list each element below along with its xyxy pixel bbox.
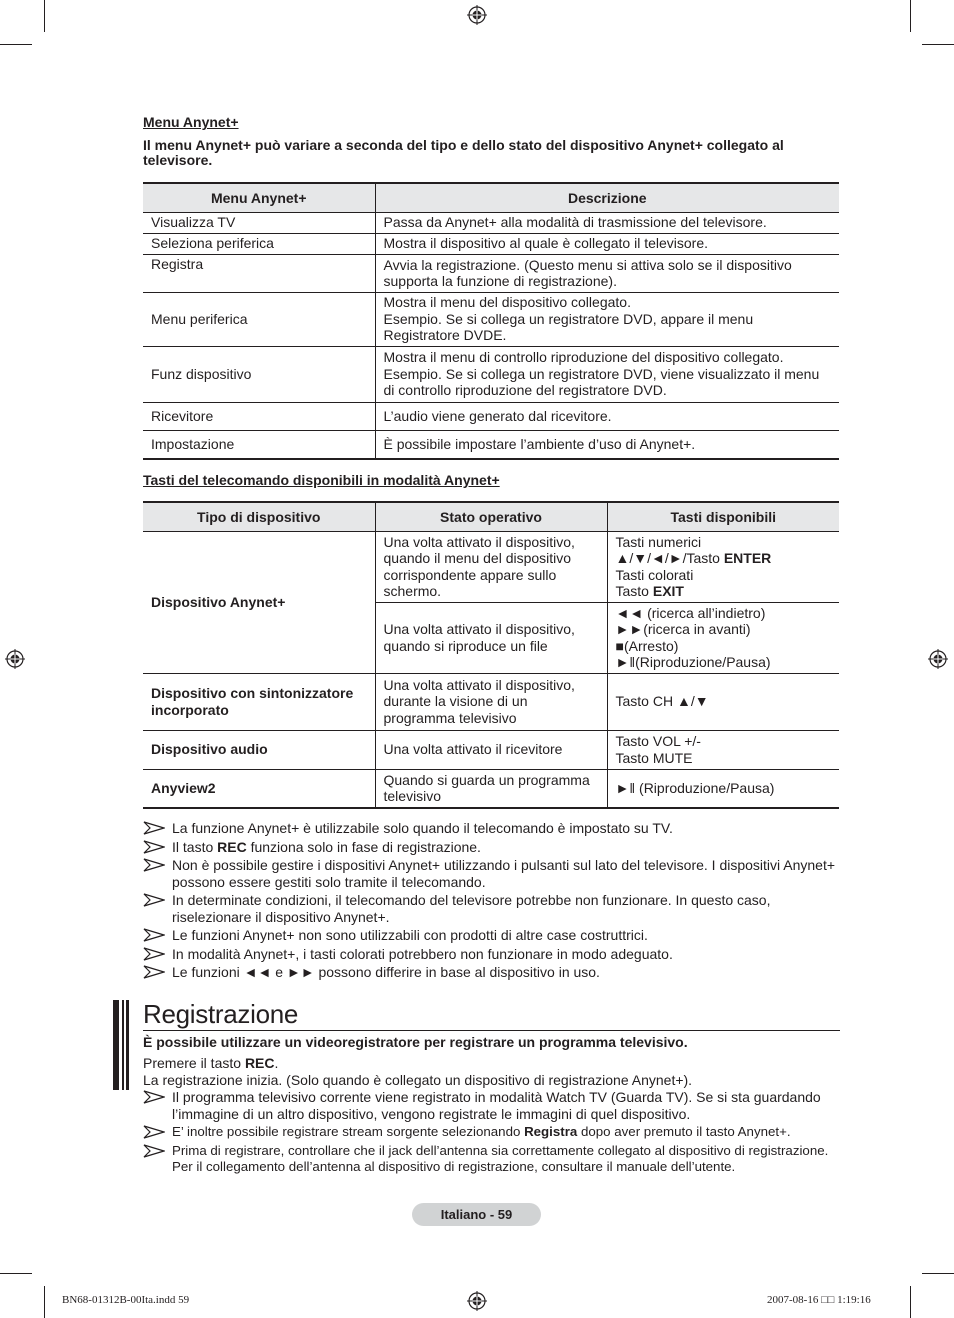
note-text: Le funzioni Anynet+ non sono utilizzabili con prodotti di altre case costruttrici. (172, 927, 648, 943)
table-cell: Dispositivo con sintonizzatore incorporato (143, 673, 375, 730)
table-cell: Una volta attivato il dispositivo, quando si riproduce un file (375, 602, 607, 673)
file-slug: BN68-01312B-00Ita.indd 59 (62, 1294, 190, 1306)
table-cell (607, 602, 839, 673)
crop-mark (910, 1286, 911, 1318)
instruction-text: Premere il tasto (143, 1055, 245, 1071)
list-item (143, 946, 839, 963)
section-intro: Il menu Anynet+ può variare a seconda del tipo e dello stato del dispositivo Anynet+ collegato al televisore. (143, 137, 784, 168)
note-text: In determinate condizioni, il telecomando del televisore potrebbe non funzionare. In questo caso, riselezionare il dispositivo Anynet+. (172, 892, 771, 925)
note-text: E’ inoltre possibile registrare stream sorgente selezionando (172, 1124, 525, 1139)
table-cell: Registra (143, 254, 375, 292)
list-item (143, 857, 839, 890)
note-text: Il programma televisivo corrente viene registrato in modalità Watch TV (Guarda TV). Se si sta guardando l’immagine di un altro dispositivo, vengono registrate le immagini di quel dispositivo. (172, 1089, 821, 1122)
table-cell: Tasto CH ▲/▼ (607, 673, 839, 730)
key-line: ◄◄ (ricerca all’indietro) (615, 604, 766, 621)
table-cell: Una volta attivato il dispositivo, durante la visione di un programma televisivo (375, 673, 607, 730)
table-cell: Passa da Anynet+ alla modalità di trasmissione del televisore. (375, 212, 839, 233)
notes-list (143, 820, 839, 983)
anynet-menu-table (143, 182, 839, 460)
table-cell: Mostra il menu di controllo riproduzione del dispositivo collegato. Esempio. Se si collega un registratore DVD, viene visualizzato il menu di controllo riproduzione del registratore DVD. (375, 346, 839, 402)
list-item (143, 1089, 839, 1122)
table-cell: Una volta attivato il dispositivo, quando il menu del dispositivo corrispondente appare sullo schermo. (375, 531, 607, 602)
table-header: Stato operativo (375, 502, 607, 531)
section-heading: Menu Anynet+ (143, 114, 239, 130)
list-item (143, 1143, 839, 1175)
list-item (143, 1124, 839, 1140)
list-item (143, 839, 839, 856)
key-text: EXIT (652, 583, 684, 599)
table-cell: Mostra il menu del dispositivo collegato. Esempio. Se si collega un registratore DVD, appare il menu Registratore DVDE. (375, 292, 839, 346)
crop-mark (44, 0, 45, 32)
table-cell: ►‖ (Riproduzione/Pausa) (607, 769, 839, 808)
table-cell: Dispositivo audio (143, 730, 375, 769)
table-cell: Seleziona periferica (143, 233, 375, 254)
crop-mark (0, 1273, 32, 1274)
note-arrow-icon (143, 1125, 165, 1139)
note-arrow-icon (143, 858, 165, 872)
table-cell: Una volta attivato il ricevitore (375, 730, 607, 769)
remote-keys-table (143, 501, 839, 809)
registration-mark-icon (467, 5, 487, 25)
crop-mark (44, 1286, 45, 1318)
note-arrow-icon (143, 965, 165, 979)
registration-mark-icon (467, 1291, 487, 1311)
section-marker (113, 1000, 129, 1090)
list-item (143, 964, 839, 981)
table-cell: Avvia la registrazione. (Questo menu si attiva solo se il dispositivo supporta la funzione di registrazione). (375, 254, 839, 292)
table-header: Tipo di dispositivo (143, 502, 375, 531)
note-text: dopo aver premuto il tasto Anynet+. (577, 1124, 791, 1139)
key-text: ▲/▼/◄/►/Tasto (615, 550, 724, 566)
table-cell (607, 730, 839, 769)
table-cell (607, 531, 839, 602)
table-cell: L’audio viene generato dal ricevitore. (375, 402, 839, 430)
table-cell: Funz dispositivo (143, 346, 375, 402)
note-arrow-icon (143, 1090, 165, 1104)
note-arrow-icon (143, 1144, 165, 1158)
key-text: ENTER (723, 550, 772, 566)
key-line: Tasto MUTE (615, 749, 693, 766)
note-arrow-icon (143, 821, 165, 835)
list-item (143, 820, 839, 837)
notes-list (143, 1089, 839, 1175)
note-arrow-icon (143, 893, 165, 907)
table-cell: Ricevitore (143, 402, 375, 430)
table-cell: Menu periferica (143, 292, 375, 346)
table-cell: Mostra il dispositivo al quale è collegato il televisore. (375, 233, 839, 254)
key-line: Tasti colorati (615, 566, 694, 583)
instruction-text: . (274, 1055, 279, 1071)
list-item (143, 927, 839, 944)
table-cell: È possibile impostare l’ambiente d’uso di Anynet+. (375, 430, 839, 459)
key-text: Tasto (615, 583, 653, 599)
crop-mark (0, 44, 32, 45)
key-line: ►‖(Riproduzione/Pausa) (615, 654, 771, 670)
page-number-badge: Italiano - 59 (412, 1203, 541, 1226)
registration-mark-icon (5, 649, 25, 669)
note-text: Registra (524, 1124, 578, 1139)
registration-mark-icon (928, 649, 948, 669)
instruction-text: REC (244, 1055, 275, 1071)
table-cell: Anyview2 (143, 769, 375, 808)
list-item (143, 892, 839, 925)
date-slug: 2007-08-16 □□ 1:19:16 (767, 1294, 871, 1306)
table-cell: Quando si guarda un programma televisivo (375, 769, 607, 808)
note-text: Prima di registrare, controllare che il jack dell’antenna sia correttamente collegato al dispositivo di registrazione. Per il collegamento dell’antenna al dispositivo di registrazione, consultare il manuale dell’utente. (172, 1143, 829, 1174)
note-text: funziona solo in fase di registrazione. (246, 838, 481, 855)
section-heading: Tasti del telecomando disponibili in modalità Anynet+ (143, 472, 500, 488)
key-line: ►►(ricerca in avanti) (615, 621, 751, 637)
note-text: In modalità Anynet+, i tasti colorati potrebbero non funzionare in modo adeguato. (172, 945, 673, 962)
table-cell: Visualizza TV (143, 212, 375, 233)
table-header: Menu Anynet+ (143, 183, 375, 212)
table-cell: Dispositivo Anynet+ (143, 531, 375, 673)
note-text: La funzione Anynet+ è utilizzabile solo quando il telecomando è impostato su TV. (172, 820, 673, 836)
note-arrow-icon (143, 840, 165, 854)
crop-mark (922, 44, 954, 45)
instruction-result: La registrazione inizia. (Solo quando è collegato un dispositivo di registrazione Anynet+). (143, 1071, 693, 1088)
section-intro: È possibile utilizzare un videoregistratore per registrare un programma televisivo. (143, 1034, 688, 1050)
key-line: ■(Arresto) (615, 637, 679, 654)
instruction (143, 1055, 839, 1072)
note-arrow-icon (143, 947, 165, 961)
table-cell: Impostazione (143, 430, 375, 459)
key-line: Tasti numerici (615, 533, 702, 550)
note-text: Il tasto (172, 838, 218, 855)
page-title: Registrazione (143, 999, 299, 1029)
note-arrow-icon (143, 928, 165, 942)
note-text: REC (217, 838, 247, 855)
table-header: Descrizione (375, 183, 839, 212)
crop-mark (910, 0, 911, 32)
section-remote-keys (143, 472, 839, 488)
table-header: Tasti disponibili (607, 502, 839, 531)
section-registrazione (143, 999, 839, 1177)
key-line (616, 550, 832, 567)
key-line (616, 583, 832, 600)
crop-mark (922, 1273, 954, 1274)
section-menu-anynet (143, 114, 839, 168)
key-line: Tasto VOL +/- (615, 733, 701, 749)
note-text: Le funzioni ◄◄ e ►► possono differire in base al dispositivo in uso. (172, 964, 600, 980)
note-text: Non è possibile gestire i dispositivi Anynet+ utilizzando i pulsanti sul lato del televisore. I dispositivi Anynet+ possono essere gestiti solo tramite il telecomando. (172, 857, 836, 890)
